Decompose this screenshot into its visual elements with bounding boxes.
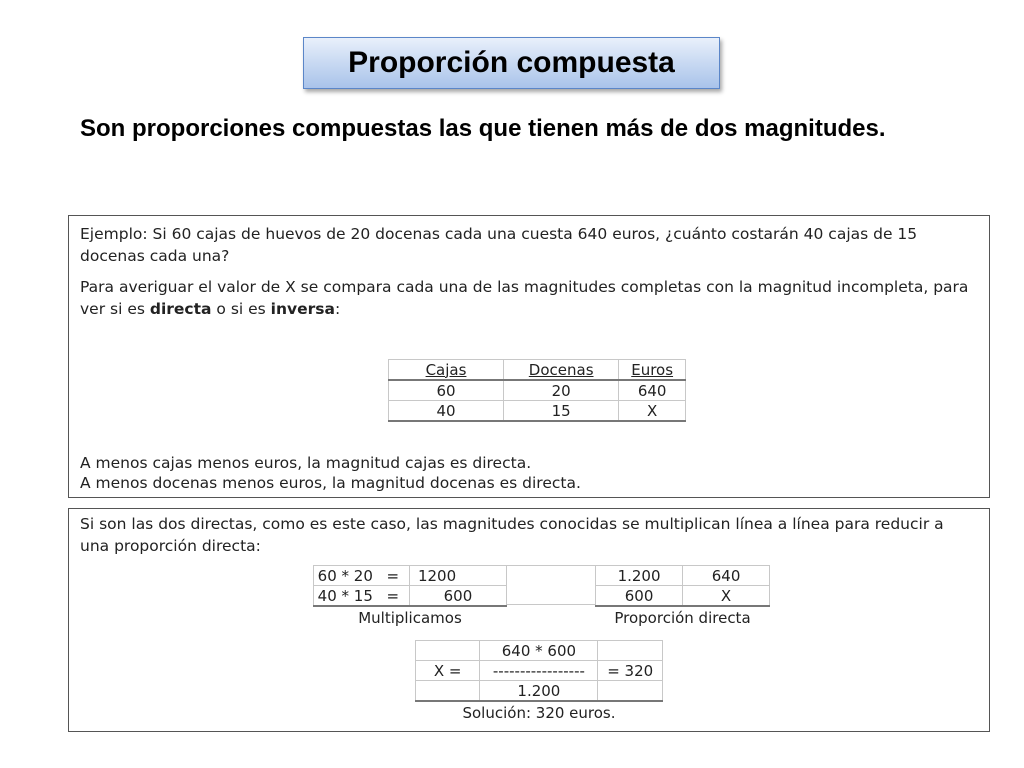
- table-cell: 640: [683, 566, 770, 586]
- mult-result: 600: [409, 586, 506, 607]
- table-cell: 40: [389, 401, 504, 422]
- method-line-2: [80, 298, 985, 320]
- mult-expression: 60 * 20: [314, 566, 377, 586]
- multiplication-table: [313, 565, 507, 629]
- example-line-1: Ejemplo: Si 60 cajas de huevos de 20 docenas cada una cuesta 640 euros, ¿cuánto costarán 40 cajas de 15: [80, 225, 918, 243]
- table-cell: 640: [619, 380, 686, 401]
- solution-x-label: X =: [416, 661, 480, 681]
- table-cell: 60: [389, 380, 504, 401]
- table-row: [314, 566, 507, 586]
- table-header-row: [389, 360, 686, 381]
- conclusion-2: A menos docenas menos euros, la magnitud docenas es directa.: [80, 474, 581, 492]
- method-statement: [80, 276, 985, 320]
- table-cell: [416, 641, 480, 661]
- table-cell: X: [683, 586, 770, 607]
- method-line-2-end: :: [334, 300, 341, 318]
- solution-table: [415, 640, 663, 724]
- table-row: [596, 566, 770, 586]
- table-cell: 20: [504, 380, 619, 401]
- table-row: [314, 586, 507, 607]
- direct-caption: Proporción directa: [614, 609, 751, 627]
- solution-dashes: -----------------: [480, 661, 598, 681]
- solution-denominator: 1.200: [480, 681, 598, 702]
- example-panel: [68, 215, 990, 498]
- method-line-2-pre: ver si es: [80, 300, 150, 318]
- conclusion-1: A menos cajas menos euros, la magnitud cajas es directa.: [80, 454, 532, 472]
- example-statement: [80, 223, 985, 267]
- caption-row: [314, 606, 507, 629]
- method-bold-inversa: inversa: [270, 300, 335, 318]
- slide-title: Proporción compuesta: [303, 37, 720, 89]
- table-row: [389, 380, 686, 401]
- caption-row: [416, 701, 663, 724]
- solution-caption: Solución: 320 euros.: [462, 704, 616, 722]
- mult-result: 1200: [409, 566, 506, 586]
- solution-panel: [68, 508, 990, 732]
- direct-proportion-table: [595, 565, 770, 629]
- table-cell: [598, 681, 663, 702]
- header-cajas: Cajas: [389, 360, 504, 381]
- mult-expression: 40 * 15: [314, 586, 377, 607]
- table-gap: [507, 565, 595, 605]
- table-row: [389, 401, 686, 422]
- conclusions: [80, 453, 985, 493]
- solution-line-1: Si son las dos directas, como es este caso, las magnitudes conocidas se multiplican línea a línea para reducir a: [80, 515, 944, 533]
- table-cell: [598, 641, 663, 661]
- intro-text: Son proporciones compuestas las que tienen más de dos magnitudes.: [80, 115, 886, 142]
- solution-numerator: 640 * 600: [480, 641, 598, 661]
- magnitudes-table: [388, 359, 686, 422]
- table-cell: X: [619, 401, 686, 422]
- caption-row: [596, 606, 770, 629]
- mult-equals: =: [377, 566, 410, 586]
- table-row: [416, 661, 663, 681]
- table-row: [596, 586, 770, 607]
- table-row: [416, 681, 663, 702]
- solution-result: = 320: [598, 661, 663, 681]
- header-euros: Euros: [619, 360, 686, 381]
- example-line-2: docenas cada una?: [80, 247, 230, 265]
- method-bold-directa: directa: [149, 300, 212, 318]
- header-docenas: Docenas: [504, 360, 619, 381]
- table-cell: [416, 681, 480, 702]
- table-cell: 600: [596, 586, 683, 607]
- solution-statement: [80, 513, 985, 557]
- mult-equals: =: [377, 586, 410, 607]
- table-row: [416, 641, 663, 661]
- method-line-2-mid: o si es: [211, 300, 271, 318]
- table-cell: 15: [504, 401, 619, 422]
- solution-line-2: una proporción directa:: [80, 537, 261, 555]
- method-line-1: Para averiguar el valor de X se compara cada una de las magnitudes completas con la magnitud incompleta, para: [80, 278, 969, 296]
- mult-caption: Multiplicamos: [358, 609, 462, 627]
- table-cell: 1.200: [596, 566, 683, 586]
